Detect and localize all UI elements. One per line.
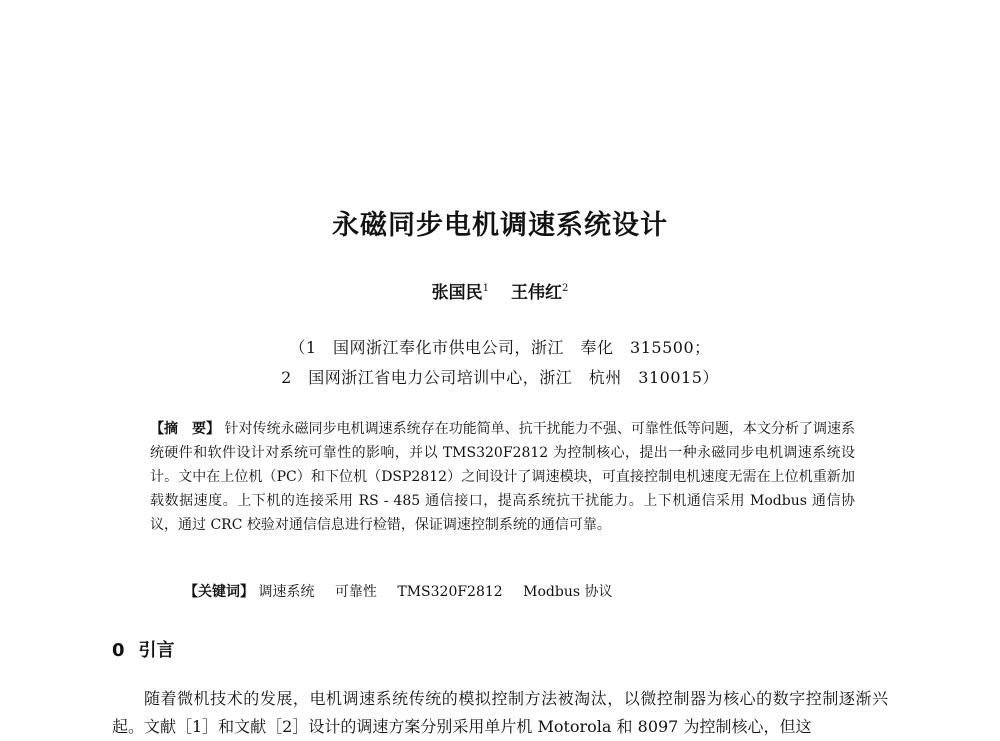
author-name: 王伟红 bbox=[511, 283, 562, 303]
author-list bbox=[0, 278, 1000, 303]
section-number: 0 bbox=[112, 640, 125, 661]
keyword: 调速系统 bbox=[258, 584, 315, 600]
keywords-label: 【关键词】 bbox=[184, 584, 254, 600]
abstract-label: 【摘 要】 bbox=[150, 421, 221, 437]
keyword: TMS320F2812 bbox=[397, 584, 503, 600]
intro-paragraph: 随着微机技术的发展，电机调速系统传统的模拟控制方法被淘汰，以微控制器为核心的数字控制逐渐兴起。文献［1］和文献［2］设计的调速方案分别采用单片机 Motorola 和 8097 为控制核心，但这 bbox=[112, 689, 888, 736]
affiliation-line: （1 国网浙江奉化市供电公司，浙江 奉化 315500； bbox=[289, 338, 711, 357]
affiliation-line: 2 国网浙江省电力公司培训中心，浙江 杭州 310015） bbox=[281, 368, 719, 387]
keywords bbox=[184, 582, 854, 602]
section-heading bbox=[112, 636, 175, 662]
author-affiliation-mark: 2 bbox=[562, 283, 569, 294]
abstract bbox=[150, 417, 855, 537]
section-title: 引言 bbox=[138, 640, 175, 661]
author-name: 张国民 bbox=[431, 283, 483, 303]
author-affiliation-mark: 1 bbox=[482, 283, 489, 294]
paper-title: 永磁同步电机调速系统设计 bbox=[332, 210, 668, 241]
abstract-text: 针对传统永磁同步电机调速系统存在功能简单、抗干扰能力不强、可靠性低等问题，本文分析了调速系统硬件和软件设计对系统可靠性的影响，并以 TMS320F2812 为控制核心，提出一种永磁同步电机调速系统设计。文中在上位机（PC）和下位机（DSP2812）之间设计了调速模块，可直接控制电机速度无需在上位机重新加载数据速度。上下机的连接采用 RS - 485 通信接口，提高系统抗干扰能力。上下机通信采用 Modbus 通信协议，通过 CRC 校验对通信信息进行检错，保证调速控制系统的通信可靠。 bbox=[150, 421, 856, 533]
keyword: Modbus 协议 bbox=[523, 584, 613, 600]
keyword: 可靠性 bbox=[334, 584, 377, 600]
